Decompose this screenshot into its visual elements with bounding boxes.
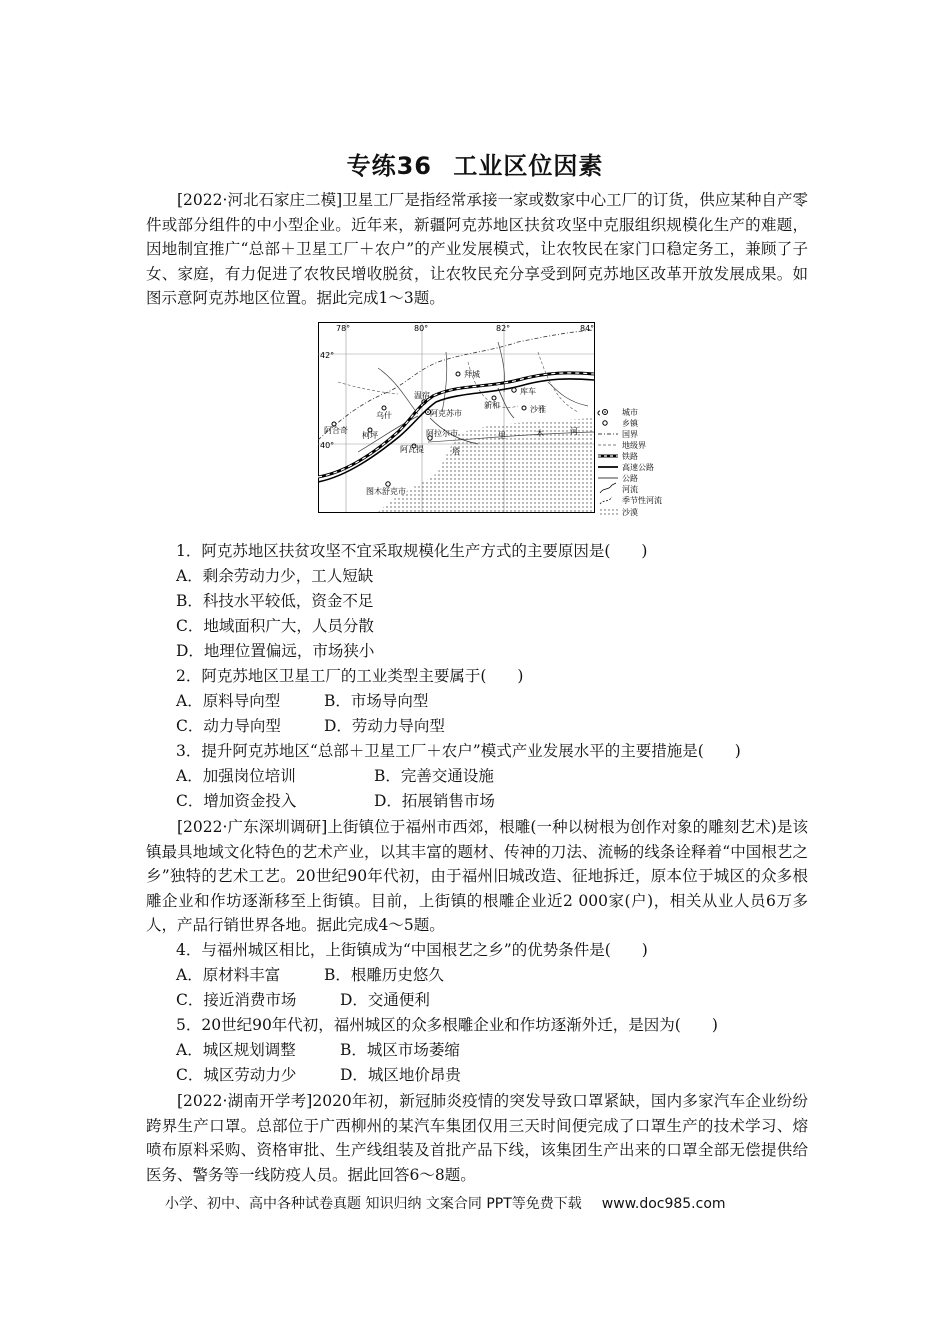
- q4-options-cd: [176, 990, 430, 1010]
- q5-option-b: B．城区市场萎缩: [340, 1041, 460, 1059]
- legend-river: 河流: [622, 485, 638, 494]
- q2-option-c: C．动力导向型: [176, 717, 281, 735]
- lat-label-40: 40°: [320, 441, 335, 450]
- q5-option-a: A．城区规划调整: [176, 1041, 296, 1059]
- river-char-he: 河: [570, 427, 578, 436]
- q3-stem: 3．提升阿克苏地区“总部＋卫星工厂＋农户”模式产业发展水平的主要措施是( ): [176, 742, 741, 760]
- place-aheqi: 阿合奇: [324, 426, 348, 435]
- q1-stem: 1．阿克苏地区扶贫攻坚不宜采取规模化生产方式的主要原因是( ): [176, 542, 648, 560]
- passage-1: [2022·河北石家庄二模]卫星工厂是指经常承接一家或数家中心工厂的订货，供应某种自产零件或部分组件的中小型企业。近年来，新疆阿克苏地区扶贫攻坚中克服组织规模化生产的难题，因地制宜推广“总部＋卫星工厂＋农户”的产业发展模式，让农牧民在家门口稳定务工，兼顾了子女、家庭，有力促进了农牧民增收脱贫，让农牧民充分享受到阿克苏地区改革开放发展成果。如图示意阿克苏地区位置。据此完成1～3题。: [146, 191, 808, 307]
- map-legend: [596, 405, 676, 525]
- page-title: [0, 146, 950, 181]
- q5-option-d: D．城区地价昂贵: [340, 1066, 461, 1084]
- river-char-li: 里: [498, 431, 506, 440]
- title-prefix: 专练36: [346, 152, 433, 180]
- q3-options-cd: [176, 791, 495, 811]
- q4-option-b: B．根雕历史悠久: [324, 966, 444, 984]
- q3-option-a: A．加强岗位培训: [176, 767, 296, 785]
- q3-option-d: D．拓展销售市场: [374, 792, 495, 810]
- page-footer: [165, 1193, 726, 1213]
- legend-town: 乡镇: [622, 419, 638, 428]
- q5-options-ab: [176, 1040, 460, 1060]
- legend-prefecture-border: 地级界: [622, 441, 646, 450]
- legend-desert: 沙漠: [622, 508, 638, 517]
- river-char-ta: 塔: [452, 447, 460, 456]
- aksu-map: [318, 322, 600, 522]
- q4-options-ab: [176, 965, 444, 985]
- q1-option-c: C．地域面积广大，人员分散: [176, 617, 374, 635]
- place-baicheng: 拜城: [464, 370, 480, 379]
- footer-url[interactable]: www.doc985.com: [601, 1196, 726, 1212]
- q1-option-a: A．剩余劳动力少，工人短缺: [176, 567, 374, 585]
- q5-stem: 5．20世纪90年代初，福州城区的众多根雕企业和作坊逐渐外迁，是因为( ): [176, 1016, 718, 1034]
- lon-label-82: 82°: [496, 324, 511, 333]
- legend-seasonal-river: 季节性河流: [622, 496, 662, 505]
- q3-option-c: C．增加资金投入: [176, 792, 297, 810]
- place-shaya: 沙雅: [530, 405, 546, 414]
- q4-option-c: C．接近消费市场: [176, 991, 297, 1009]
- place-alaer: 阿拉尔市: [426, 429, 458, 438]
- passage-2: [2022·广东深圳调研]上街镇位于福州市西郊，根雕(一种以树根为创作对象的雕刻艺术)是该镇最具地域文化特色的艺术产业，以其丰富的题材、传神的刀法、流畅的线条诠释着“中国根艺之乡”独特的艺术工艺。20世纪90年代初，由于福州旧城改造、征地拆迁，原本位于城区的众多根雕企业和作坊逐渐移至上街镇。目前，上街镇的根雕企业近2 000家(户)，相关从业人员6万多人，产品行销世界各地。据此完成4～5题。: [146, 818, 808, 934]
- q5-options-cd: [176, 1065, 461, 1085]
- q4-option-d: D．交通便利: [340, 991, 430, 1009]
- lon-label-84: 84°: [580, 324, 595, 333]
- q5-option-c: C．城区劳动力少: [176, 1066, 297, 1084]
- place-aksu: 阿克苏市: [430, 409, 462, 418]
- q2-options-cd: [176, 716, 445, 736]
- legend-railway: 铁路: [622, 452, 638, 461]
- lon-label-80: 80°: [414, 324, 429, 333]
- place-wushi: 乌什: [376, 411, 392, 420]
- q2-option-b: B．市场导向型: [324, 692, 429, 710]
- place-kuche: 库车: [520, 387, 536, 396]
- river-char-mu: 木: [536, 429, 544, 438]
- legend-highway: 高速公路: [622, 463, 654, 472]
- q1-option-b: B．科技水平较低，资金不足: [176, 592, 374, 610]
- q2-option-d: D．劳动力导向型: [324, 717, 445, 735]
- q2-option-a: A．原料导向型: [176, 692, 281, 710]
- q3-option-b: B．完善交通设施: [374, 767, 494, 785]
- place-keping: 柯坪: [362, 431, 378, 440]
- place-wensu: 温宿: [414, 391, 430, 400]
- passage-3: [2022·湖南开学考]2020年初，新冠肺炎疫情的突发导致口罩紧缺，国内多家汽车企业纷纷跨界生产口罩。总部位于广西柳州的某汽车集团仅用三天时间便完成了口罩生产的技术学习、熔喷布原料采购、资格审批、生产线组装及首批产品下线，该集团生产出来的口罩全部无偿提供给医务、警务等一线防疫人员。据此回答6～8题。: [146, 1092, 808, 1184]
- q2-stem: 2．阿克苏地区卫星工厂的工业类型主要属于( ): [176, 667, 524, 685]
- lon-label-78: 78°: [336, 324, 351, 333]
- lat-label-42: 42°: [320, 351, 335, 360]
- title-name: 工业区位因素: [453, 152, 604, 180]
- legend-city: 城市: [622, 408, 638, 417]
- place-awati: 阿瓦提: [400, 445, 424, 454]
- q4-stem: 4．与福州城区相比，上街镇成为“中国根艺之乡”的优势条件是( ): [176, 941, 648, 959]
- q3-options-ab: [176, 766, 494, 786]
- legend-road: 公路: [622, 474, 638, 483]
- q2-options-ab: [176, 691, 428, 711]
- place-tumushuke: 图木舒克市: [366, 487, 406, 496]
- q1-option-d: D．地理位置偏远，市场狭小: [176, 642, 375, 660]
- footer-text: 小学、初中、高中各种试卷真题 知识归纳 文案合同 PPT等免费下载: [165, 1196, 582, 1212]
- legend-national-border: 国界: [622, 430, 638, 439]
- q4-option-a: A．原材料丰富: [176, 966, 281, 984]
- place-xinhe: 新和: [484, 401, 500, 410]
